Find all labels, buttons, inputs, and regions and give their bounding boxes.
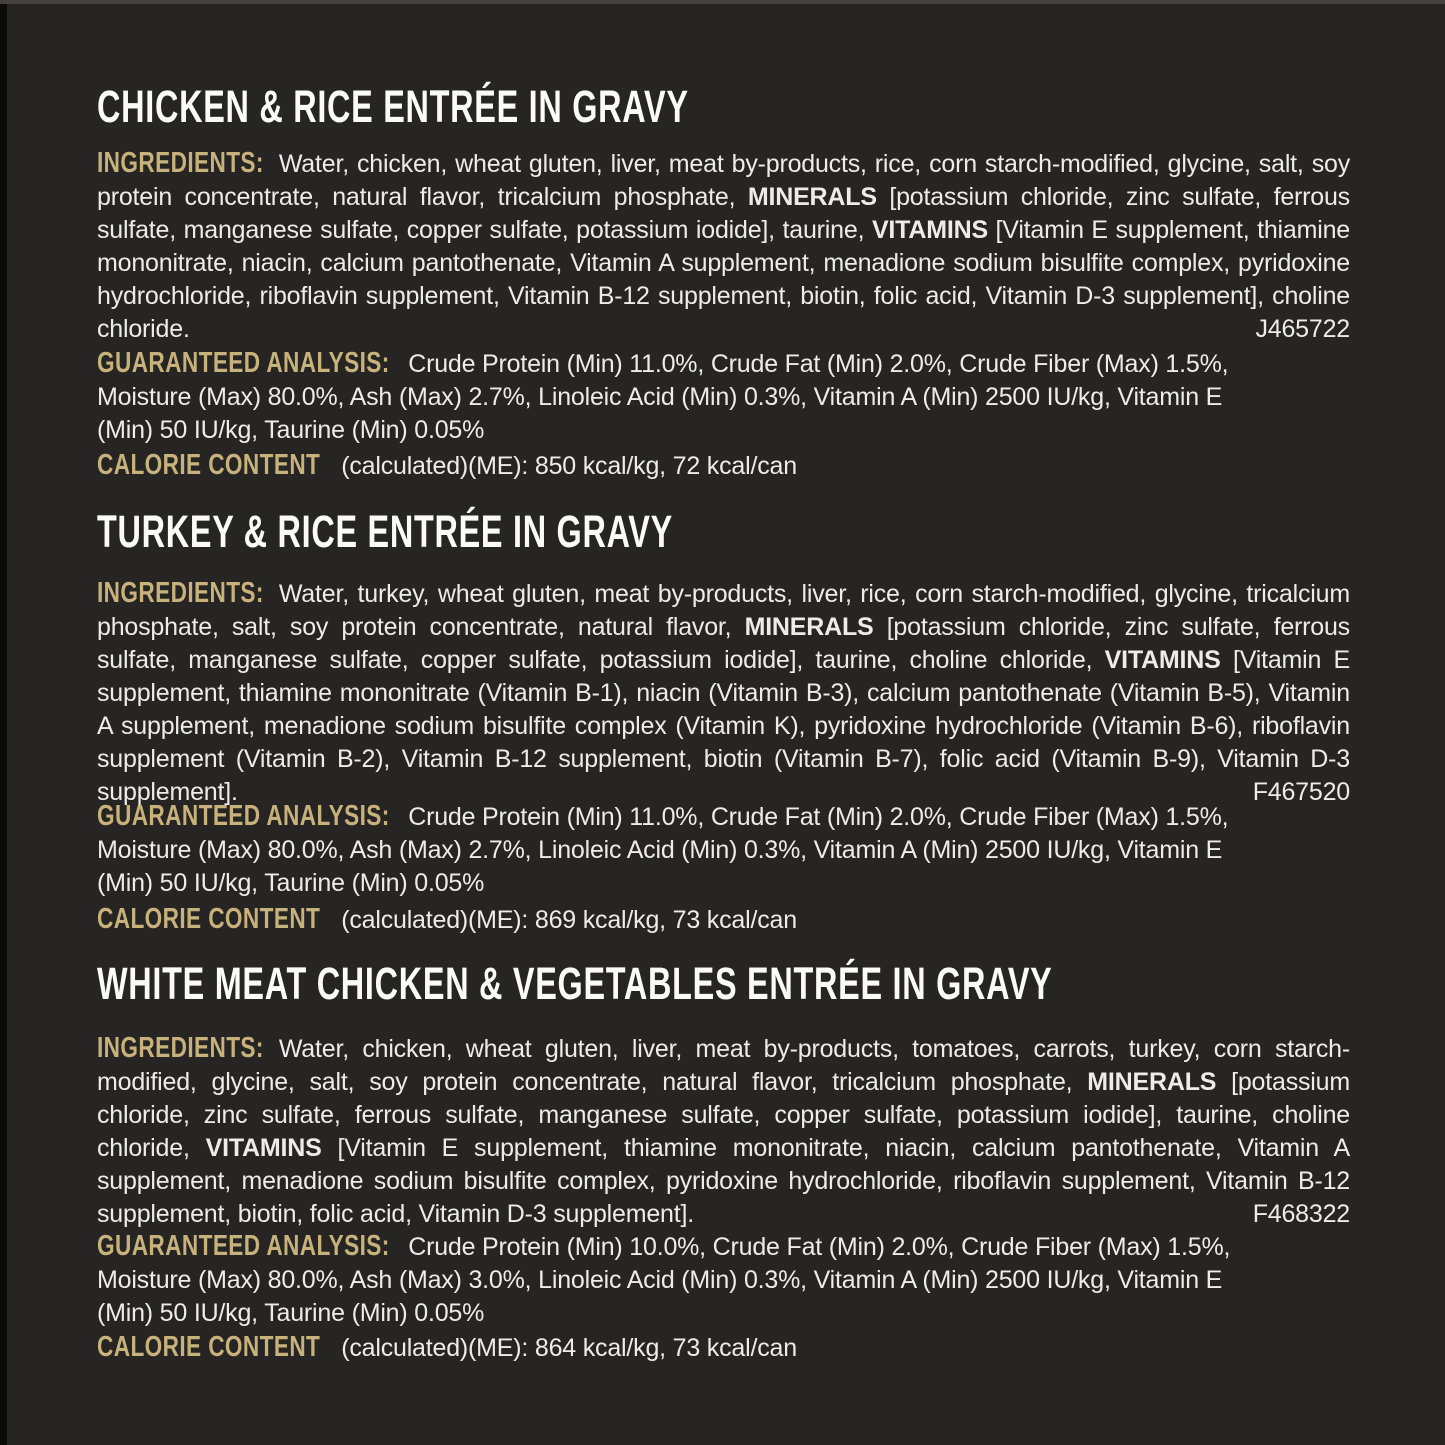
guaranteed-analysis <box>97 1230 1247 1330</box>
calorie-content <box>97 903 1350 937</box>
calorie-content-text: (calculated)(ME): 850 kcal/kg, 72 kcal/can <box>341 452 797 480</box>
calorie-content-label: CALORIE CONTENT <box>97 449 321 481</box>
product-title-turkey-rice: TURKEY & RICE ENTRÉE IN GRAVY <box>97 506 673 557</box>
ingredients-label: INGREDIENTS: <box>97 1032 264 1064</box>
guaranteed-analysis-text: Crude Protein (Min) 11.0%, Crude Fat (Min) 2.0%, Crude Fiber (Max) 1.5%, Moisture (Max) 80.0%, Ash (Max) 2.7%, Linoleic Acid (Min) 0.3%, Vitamin A (Min) 2500 IU/kg, Vitamin E (Min) 50 IU/kg, Taurine (Min) 0.05% <box>97 350 1229 444</box>
ingredients-text: Water, turkey, wheat gluten, meat by-products, liver, rice, corn starch-modified, glycine, tricalcium phosphate, salt, soy protein concentrate, natural flavor, MINERALS [potassium chloride, zinc sulfate, ferrous sulfate, manganese sulfate, copper sulfate, potassium iodide], taurine, choline chloride, VITAMINS [Vitamin E supplement, thiamine mononitrate (Vitamin B-1), niacin (Vitamin B-3), calcium pantothenate (Vitamin B-5), Vitamin A supplement, menadione sodium bisulfite complex (Vitamin K), pyridoxine hydrochloride (Vitamin B-6), riboflavin supplement (Vitamin B-2), Vitamin B-12 supplement, biotin (Vitamin B-7), folic acid (Vitamin B-9), Vitamin D-3 supplement]. <box>97 580 1350 806</box>
product-title-chicken-rice: CHICKEN & RICE ENTRÉE IN GRAVY <box>97 81 689 132</box>
product-title-white-meat-chicken-vegetables: WHITE MEAT CHICKEN & VEGETABLES ENTRÉE IN GRAVY <box>97 958 1053 1009</box>
guaranteed-analysis-text: Crude Protein (Min) 11.0%, Crude Fat (Min) 2.0%, Crude Fiber (Max) 1.5%, Moisture (Max) 80.0%, Ash (Max) 2.7%, Linoleic Acid (Min) 0.3%, Vitamin A (Min) 2500 IU/kg, Vitamin E (Min) 50 IU/kg, Taurine (Min) 0.05% <box>97 803 1229 897</box>
guaranteed-analysis-text: Crude Protein (Min) 10.0%, Crude Fat (Min) 2.0%, Crude Fiber (Max) 1.5%, Moisture (Max) 80.0%, Ash (Max) 3.0%, Linoleic Acid (Min) 0.3%, Vitamin A (Min) 2500 IU/kg, Vitamin E (Min) 50 IU/kg, Taurine (Min) 0.05% <box>97 1233 1231 1327</box>
guaranteed-analysis-label: GUARANTEED ANALYSIS: <box>97 1230 390 1262</box>
calorie-content-label: CALORIE CONTENT <box>97 903 321 935</box>
guaranteed-analysis <box>97 347 1247 447</box>
guaranteed-analysis-label: GUARANTEED ANALYSIS: <box>97 347 390 379</box>
ingredients-label: INGREDIENTS: <box>97 577 264 609</box>
ingredients-text: Water, chicken, wheat gluten, liver, meat by-products, tomatoes, carrots, turkey, corn starch-modified, glycine, salt, soy protein concentrate, natural flavor, tricalcium phosphate, MINERALS [potassium chloride, zinc sulfate, ferrous sulfate, manganese sulfate, copper sulfate, potassium iodide], taurine, choline chloride, VITAMINS [Vitamin E supplement, thiamine mononitrate, niacin, calcium pantothenate, Vitamin A supplement, menadione sodium bisulfite complex, pyridoxine hydrochloride, riboflavin supplement, Vitamin B-12 supplement, biotin, folic acid, Vitamin D-3 supplement]. <box>97 1035 1350 1228</box>
calorie-content-text: (calculated)(ME): 864 kcal/kg, 73 kcal/can <box>341 1334 797 1362</box>
ingredients-paragraph <box>97 1032 1350 1231</box>
ingredients-text: Water, chicken, wheat gluten, liver, meat by-products, rice, corn starch-modified, glycine, salt, soy protein concentrate, natural flavor, tricalcium phosphate, MINERALS [potassium chloride, zinc sulfate, ferrous sulfate, manganese sulfate, copper sulfate, potassium iodide], taurine, VITAMINS [Vitamin E supplement, thiamine mononitrate, niacin, calcium pantothenate, Vitamin A supplement, menadione sodium bisulfite complex, pyridoxine hydrochloride, riboflavin supplement, Vitamin B-12 supplement, biotin, folic acid, Vitamin D-3 supplement], choline chloride. <box>97 150 1350 343</box>
product-code: J465722 <box>1255 315 1350 343</box>
label-top-edge <box>0 0 1445 4</box>
product-code: F467520 <box>1252 778 1350 806</box>
guaranteed-analysis-label: GUARANTEED ANALYSIS: <box>97 800 390 832</box>
calorie-content-label: CALORIE CONTENT <box>97 1331 321 1363</box>
calorie-content <box>97 449 1350 483</box>
ingredients-paragraph <box>97 147 1350 346</box>
ingredients-paragraph <box>97 577 1350 809</box>
calorie-content <box>97 1331 1350 1365</box>
ingredients-label: INGREDIENTS: <box>97 147 264 179</box>
product-code: F468322 <box>1252 1200 1350 1228</box>
guaranteed-analysis <box>97 800 1247 900</box>
calorie-content-text: (calculated)(ME): 869 kcal/kg, 73 kcal/can <box>341 906 797 934</box>
